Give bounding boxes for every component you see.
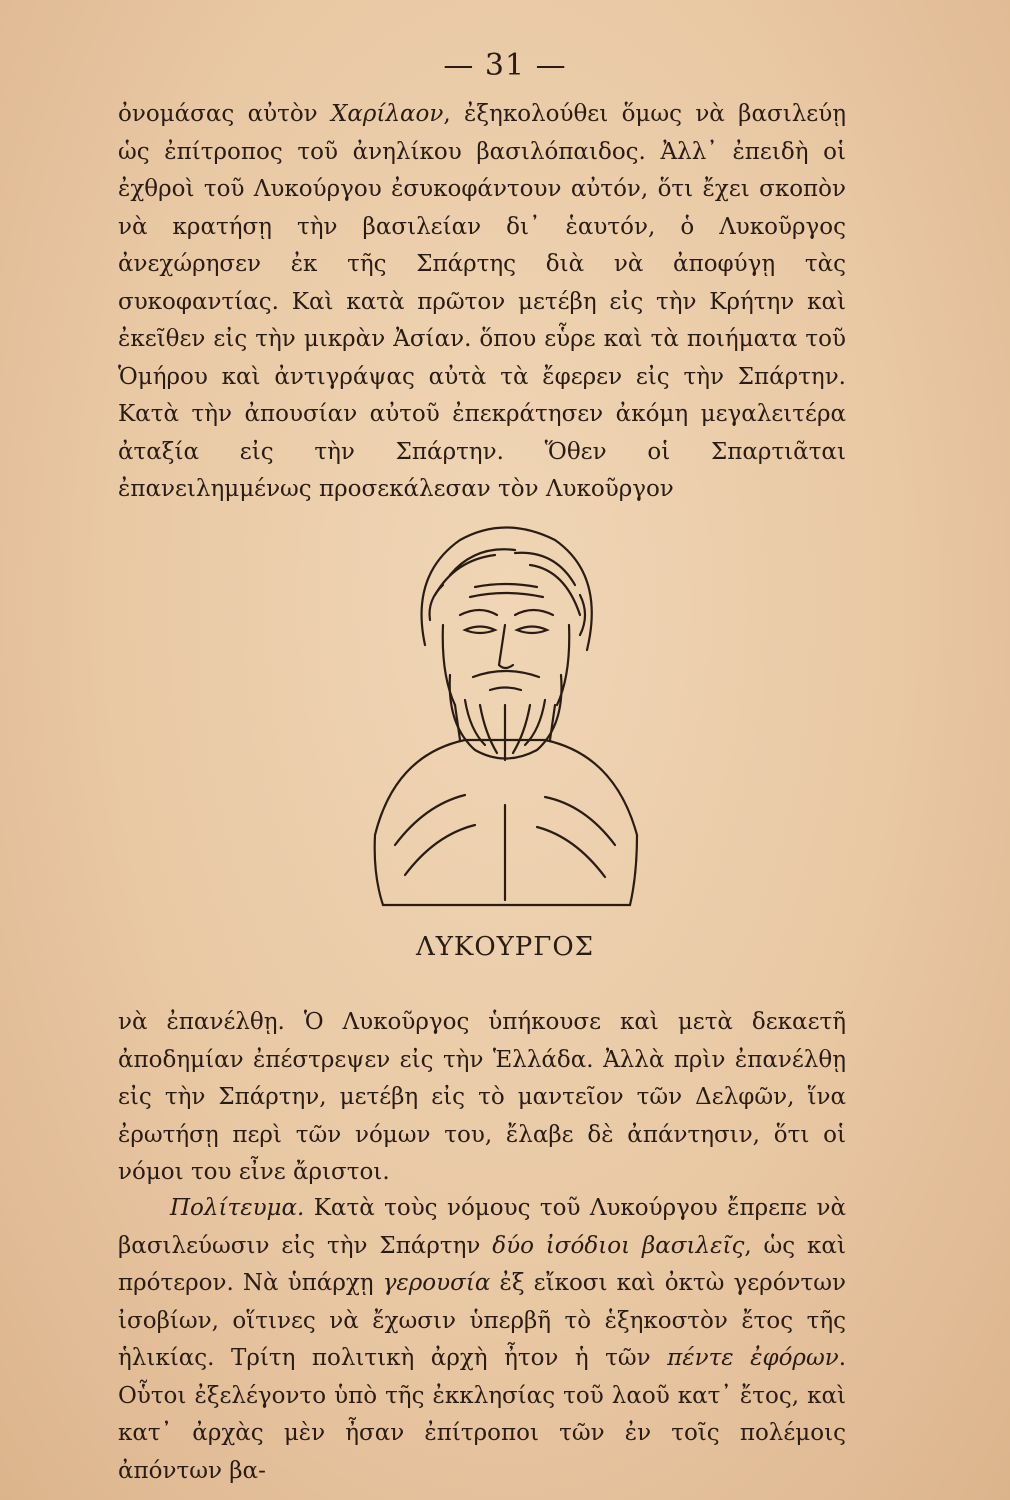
paragraph-return bbox=[118, 1004, 846, 1192]
para3-text-3: ἐξ εἴκοσι καὶ ὀκτὼ γερόντων ἰσοβίων, οἵτινες νὰ ἔχωσιν ὑπερβῆ τὸ ἑξηκοστὸν ἔτος τῆς ἡλικίας. Τρίτη πολιτικὴ ἀρχὴ ἦτον ἡ τῶν bbox=[118, 1270, 846, 1371]
para1-text-rest: , ἐξηκολούθει ὅμως νὰ βασιλεύῃ ὡς ἐπίτροπος τοῦ ἀνηλίκου βασιλόπαιδος. Ἀλλ᾿ ἐπειδὴ οἱ ἐχθροὶ τοῦ Λυκούργου ἐσυκοφάντουν αὐτόν, ὅτι ἔχει σκοπὸν νὰ κρατήσῃ τὴν βασιλείαν δι᾿ ἑαυτόν, ὁ Λυκοῦργος ἀνεχώρησεν ἐκ τῆς Σπάρτης διὰ νὰ ἀποφύγῃ τὰς συκοφαντίας. Καὶ κατὰ πρῶτον μετέβη εἰς τὴν Κρήτην καὶ ἐκεῖθεν εἰς τὴν μικρὰν Ἀσίαν. ὅπου εὗρε καὶ τὰ ποιήματα τοῦ Ὁμήρου καὶ ἀντιγράψας αὐτὰ τὰ ἔφερεν εἰς τὴν Σπάρτην. Κατὰ τὴν ἀπουσίαν αὐτοῦ ἐπεκράτησεν ἀκόμη μεγαλειτέρα ἀταξία εἰς τὴν Σπάρτην. Ὅθεν οἱ Σπαρτιᾶται ἐπανειλημμένως προσεκάλεσαν τὸν Λυκοῦργον bbox=[118, 101, 846, 502]
para3-text-2: , ὡς καὶ πρότερον. Νὰ ὑπάρχῃ bbox=[118, 1232, 846, 1296]
lycurgus-bust-illustration bbox=[355, 505, 655, 925]
section-heading-politevma: Πολίτευμα. bbox=[170, 1195, 305, 1221]
para3-text-1: Κατὰ τοὺς νόμους τοῦ Λυκούργου ἔπρεπε νὰ βασιλεύωσιν εἰς τὴν Σπάρτην bbox=[118, 1195, 846, 1259]
para3-two-kings: δύο ἰσόδιοι βασιλεῖς bbox=[492, 1232, 745, 1259]
para3-five-ephors: πέντε ἐφόρων bbox=[667, 1345, 839, 1371]
paragraph-intro bbox=[118, 96, 846, 509]
para3-gerousia: γερουσία bbox=[382, 1270, 491, 1296]
page-number: — 31 — bbox=[443, 48, 567, 83]
illustration-caption: ΛΥΚΟΥΡΓΟΣ bbox=[415, 932, 595, 962]
paragraph-constitution bbox=[118, 1190, 846, 1490]
para1-name-charilaos: Χαρίλαον bbox=[331, 101, 444, 127]
para2-text: νὰ ἐπανέλθῃ. Ὁ Λυκοῦργος ὑπήκουσε καὶ μετὰ δεκαετῆ ἀποδημίαν ἐπέστρεψεν εἰς τὴν Ἑλλάδα. Ἀλλὰ πρὶν ἐπανέλθῃ εἰς τὴν Σπάρτην, μετέβη εἰς τὸ μαντεῖον τῶν Δελφῶν, ἵνα ἐρωτήσῃ περὶ τῶν νόμων του, ἔλαβε δὲ ἀπάντησιν, ὅτι οἱ νόμοι του εἶνε ἄριστοι. bbox=[118, 1009, 846, 1185]
para3-text-4: . Οὗτοι ἐξελέγοντο ὑπὸ τῆς ἐκκλησίας τοῦ λαοῦ κατ᾿ ἔτος, καὶ κατ᾿ ἀρχὰς μὲν ἦσαν ἐπίτροποι τῶν ἐν τοῖς πολέμοις ἀπόντων βα- bbox=[118, 1345, 846, 1484]
para1-text-start: ὀνομάσας αὐτὸν bbox=[118, 101, 331, 127]
